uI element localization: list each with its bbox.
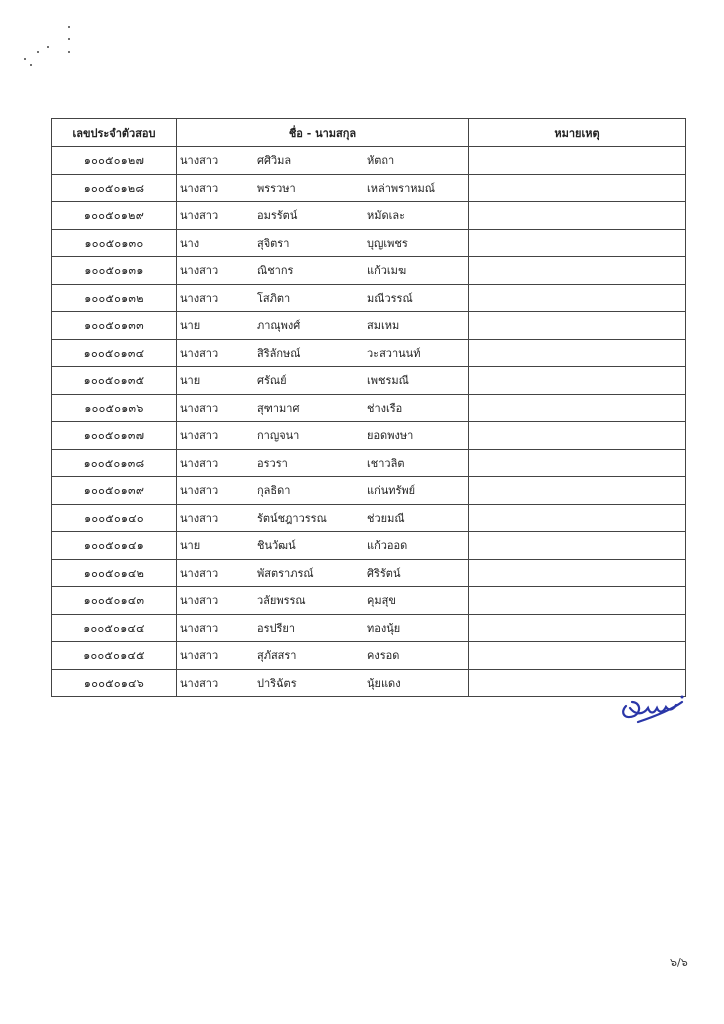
name-title: นางสาว (180, 594, 219, 608)
first-name: สุภัสสรา (257, 649, 297, 663)
first-name: สุฑามาศ (257, 401, 300, 415)
full-name-cell (177, 504, 469, 532)
last-name: หมัดเละ (367, 209, 406, 223)
full-name-cell (177, 394, 469, 422)
remarks-cell (469, 394, 686, 422)
exam-id: ๑๐๐๕๐๑๓๓ (52, 312, 177, 340)
exam-id: ๑๐๐๕๐๑๔๐ (52, 504, 177, 532)
full-name-cell (177, 284, 469, 312)
remarks-cell (469, 614, 686, 642)
full-name-cell (177, 257, 469, 285)
remarks-cell (469, 312, 686, 340)
name-title: นางสาว (180, 621, 219, 635)
last-name: ศิริรัตน์ (367, 566, 401, 580)
first-name: อรปรียา (257, 621, 296, 635)
table-row (52, 559, 686, 587)
name-title: นางสาว (180, 676, 219, 690)
exam-id: ๑๐๐๕๐๑๔๒ (52, 559, 177, 587)
first-name: พัสตราภรณ์ (257, 566, 314, 580)
full-name-cell (177, 669, 469, 697)
first-name: ภาณุพงศ์ (257, 319, 301, 333)
table-row (52, 257, 686, 285)
remarks-cell (469, 504, 686, 532)
exam-id: ๑๐๐๕๐๑๓๐ (52, 229, 177, 257)
remarks-cell (469, 284, 686, 312)
signature (616, 692, 688, 726)
full-name-cell (177, 614, 469, 642)
page-number: ๖/๖ (670, 956, 688, 969)
last-name: แก่นทรัพย์ (367, 484, 416, 498)
table-row (52, 229, 686, 257)
table-row (52, 587, 686, 615)
remarks-cell (469, 422, 686, 450)
remarks-cell (469, 642, 686, 670)
name-title: นางสาว (180, 401, 219, 415)
header-exam-id: เลขประจำตัวสอบ (52, 119, 177, 147)
exam-id: ๑๐๐๕๐๑๔๖ (52, 669, 177, 697)
table-header-row (52, 119, 686, 147)
full-name-cell (177, 477, 469, 505)
header-full-name: ชื่อ - นามสกุล (177, 119, 469, 147)
last-name: บุญเพชร (367, 236, 408, 250)
scan-specks (18, 26, 78, 66)
table-row (52, 477, 686, 505)
name-title: นางสาว (180, 511, 219, 525)
remarks-cell (469, 174, 686, 202)
first-name: อรวรา (257, 456, 288, 470)
remarks-cell (469, 367, 686, 395)
last-name: เหล่าพราหมณ์ (367, 181, 435, 195)
first-name: อมรรัตน์ (257, 209, 298, 223)
first-name: สิริลักษณ์ (257, 346, 301, 360)
name-title: นาย (180, 319, 201, 333)
full-name-cell (177, 642, 469, 670)
first-name: ชินวัฒน์ (257, 539, 296, 553)
remarks-cell (469, 229, 686, 257)
name-title: นางสาว (180, 456, 219, 470)
name-title: นางสาว (180, 649, 219, 663)
exam-id: ๑๐๐๕๐๑๓๑ (52, 257, 177, 285)
full-name-cell (177, 229, 469, 257)
exam-id: ๑๐๐๕๐๑๓๙ (52, 477, 177, 505)
name-title: นาง (180, 236, 200, 250)
last-name: มณีวรรณ์ (367, 291, 413, 305)
last-name: นุ้ยแดง (367, 676, 401, 690)
full-name-cell (177, 312, 469, 340)
remarks-cell (469, 339, 686, 367)
table-row (52, 367, 686, 395)
exam-id: ๑๐๐๕๐๑๓๘ (52, 449, 177, 477)
full-name-cell (177, 339, 469, 367)
remarks-cell (469, 147, 686, 175)
table-row (52, 669, 686, 697)
last-name: เชาวลิต (367, 456, 405, 470)
first-name: สุจิตรา (257, 236, 290, 250)
name-title: นางสาว (180, 291, 219, 305)
name-title: นางสาว (180, 346, 219, 360)
name-title: นาย (180, 374, 201, 388)
name-title: นางสาว (180, 264, 219, 278)
first-name: พรรวษา (257, 181, 296, 195)
name-title: นางสาว (180, 209, 219, 223)
first-name: กุลธิดา (257, 484, 291, 498)
exam-id: ๑๐๐๕๐๑๒๗ (52, 147, 177, 175)
exam-id: ๑๐๐๕๐๑๒๙ (52, 202, 177, 230)
remarks-cell (469, 257, 686, 285)
exam-id: ๑๐๐๕๐๑๓๖ (52, 394, 177, 422)
last-name: คงรอด (367, 649, 400, 663)
table-row (52, 174, 686, 202)
first-name: โสภิตา (257, 291, 291, 305)
exam-id: ๑๐๐๕๐๑๒๘ (52, 174, 177, 202)
remarks-cell (469, 449, 686, 477)
name-title: นางสาว (180, 181, 219, 195)
last-name: ช่วยมณี (367, 511, 405, 525)
header-remarks: หมายเหตุ (469, 119, 686, 147)
table-row (52, 284, 686, 312)
name-title: นางสาว (180, 566, 219, 580)
exam-id: ๑๐๐๕๐๑๔๕ (52, 642, 177, 670)
first-name: ศรัณย์ (257, 374, 287, 388)
last-name: ทองนุ้ย (367, 621, 401, 635)
table-row (52, 532, 686, 560)
last-name: แก้วออด (367, 539, 408, 553)
last-name: สมเหม (367, 319, 400, 333)
remarks-cell (469, 532, 686, 560)
first-name: กาญจนา (257, 429, 300, 443)
full-name-cell (177, 559, 469, 587)
table-row (52, 147, 686, 175)
table-row (52, 394, 686, 422)
exam-id: ๑๐๐๕๐๑๓๕ (52, 367, 177, 395)
table-row (52, 339, 686, 367)
remarks-cell (469, 477, 686, 505)
table-row (52, 614, 686, 642)
full-name-cell (177, 422, 469, 450)
first-name: วลัยพรรณ (257, 594, 306, 608)
last-name: ช่างเรือ (367, 401, 403, 415)
table-row (52, 312, 686, 340)
table-row (52, 202, 686, 230)
last-name: ยอดพงษา (367, 429, 414, 443)
name-title: นางสาว (180, 484, 219, 498)
name-title: นางสาว (180, 429, 219, 443)
last-name: วะสวานนท์ (367, 346, 421, 360)
remarks-cell (469, 587, 686, 615)
full-name-cell (177, 202, 469, 230)
first-name: ปาริฉัตร (257, 676, 297, 690)
remarks-cell (469, 559, 686, 587)
exam-id: ๑๐๐๕๐๑๓๔ (52, 339, 177, 367)
name-title: นาย (180, 539, 201, 553)
full-name-cell (177, 587, 469, 615)
last-name: หัตถา (367, 154, 395, 168)
last-name: คุมสุข (367, 594, 396, 608)
first-name: ณิชากร (257, 264, 294, 278)
full-name-cell (177, 174, 469, 202)
exam-id: ๑๐๐๕๐๑๓๗ (52, 422, 177, 450)
candidate-table (51, 118, 686, 697)
exam-id: ๑๐๐๕๐๑๓๒ (52, 284, 177, 312)
exam-id: ๑๐๐๕๐๑๔๑ (52, 532, 177, 560)
exam-id: ๑๐๐๕๐๑๔๔ (52, 614, 177, 642)
last-name: แก้วเมฆ (367, 264, 407, 278)
first-name: ศศิวิมล (257, 154, 292, 168)
remarks-cell (469, 202, 686, 230)
table-row (52, 504, 686, 532)
full-name-cell (177, 532, 469, 560)
exam-id: ๑๐๐๕๐๑๔๓ (52, 587, 177, 615)
first-name: รัตน์ชฎาวรรณ (257, 511, 327, 525)
table-row (52, 449, 686, 477)
full-name-cell (177, 367, 469, 395)
name-title: นางสาว (180, 154, 219, 168)
last-name: เพชรมณี (367, 374, 409, 388)
full-name-cell (177, 449, 469, 477)
table-row (52, 642, 686, 670)
full-name-cell (177, 147, 469, 175)
table-row (52, 422, 686, 450)
